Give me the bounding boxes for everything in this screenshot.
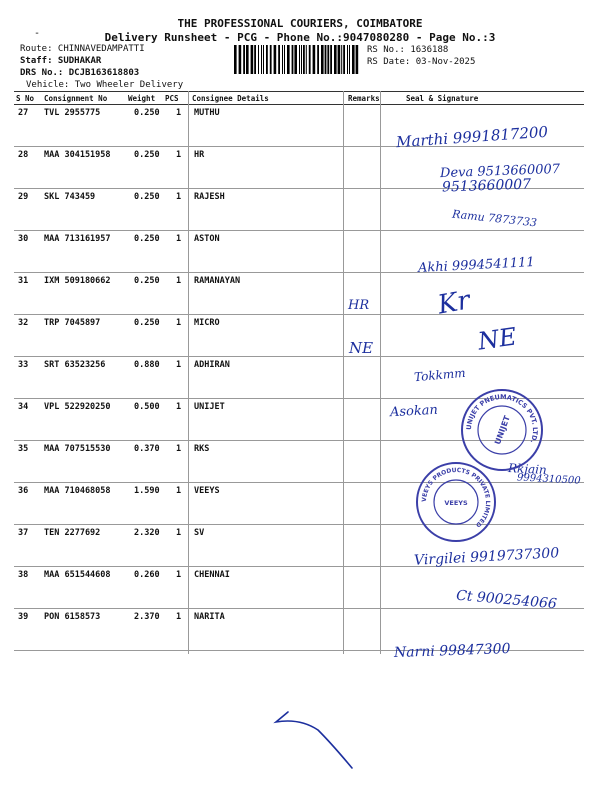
header-top-rule [14,91,584,92]
col-consignee-header: Consignee Details [192,94,269,103]
row-weight: 0.500 [134,402,160,412]
row-consignee: MUTHU [194,108,220,118]
row-sno: 31 [18,276,29,286]
signature: 9994310500 [516,472,581,487]
table-row [14,482,584,525]
row-sno: 38 [18,570,29,580]
col-sno-header: S No [16,94,35,103]
vehicle-text: Vehicle: Two Wheeler Delivery [26,80,184,90]
row-pcs: 1 [176,318,182,328]
row-weight: 0.250 [134,108,160,118]
row-consignee: MICRO [194,318,220,328]
row-consignment: SRT 63523256 [44,360,106,370]
col-consignment-header: Consignment No [44,94,108,103]
runsheet-subtitle: Delivery Runsheet - PCG - Phone No.:9047080280 - Page No.:3 [104,31,496,44]
veeys-stamp [414,460,498,544]
row-consignee: RKS [194,444,210,454]
signature: Ramu 7873733 [451,207,538,230]
company-title: THE PROFESSIONAL COURIERS, COIMBATORE [177,17,423,30]
col-weight-header: Weight [128,94,156,103]
remark-mark: NE [349,339,374,357]
row-consignee: UNIJET [194,402,225,412]
row-pcs: 1 [176,192,182,202]
row-weight: 1.590 [134,486,160,496]
signature: Tokkmm [413,365,467,385]
header-dash: - [34,28,41,39]
row-weight: 2.320 [134,528,160,538]
row-weight: 0.250 [134,234,160,244]
row-pcs: 1 [176,276,182,286]
row-weight: 0.250 [134,276,160,286]
row-pcs: 1 [176,108,182,118]
unijet-stamp-center: UNIJET [493,414,512,446]
veeys-stamp-center: VEEYS [444,499,468,507]
row-sno: 28 [18,150,29,160]
row-consignment: SKL 743459 [44,192,96,202]
row-consignment: MAA 707515530 [44,444,111,454]
remark-mark: HR [348,298,370,313]
col-remarks-header: Remarks [348,94,380,103]
svg-text:VEEYS PRODUCTS PRIVATE LIMITED [421,467,491,529]
row-consignee: HR [194,150,205,160]
row-pcs: 1 [176,234,182,244]
rs-number: RS No.: 1636188 [367,45,449,55]
signature: 9513660007 [441,176,532,196]
row-pcs: 1 [176,528,182,538]
row-pcs: 1 [176,486,182,496]
row-weight: 2.370 [134,612,160,622]
row-weight: 0.260 [134,570,160,580]
signature: Rkjain [507,460,548,478]
row-sno: 37 [18,528,29,538]
barcode [233,45,362,74]
row-sno: 36 [18,486,29,496]
signature: Akhi 9994541111 [417,254,535,277]
row-sno: 30 [18,234,29,244]
row-sno: 33 [18,360,29,370]
row-sno: 32 [18,318,29,328]
signature: Ct 900254066 [455,587,558,613]
row-consignee: CHENNAI [194,570,230,580]
row-consignment: MAA 304151958 [44,150,111,160]
row-pcs: 1 [176,402,182,412]
row-consignee: SV [194,528,205,538]
row-consignee: RAMANAYAN [194,276,241,286]
veeys-stamp-text: VEEYS PRODUCTS PRIVATE LIMITED [420,466,492,529]
row-consignee: RAJESH [194,192,225,202]
row-consignment: TEN 2277692 [44,528,101,538]
row-consignment: MAA 651544608 [44,570,111,580]
col-seal-header: Seal & Signature [406,94,479,103]
row-consignment: IXM 509180662 [44,276,111,286]
signature: Marthi 9991817200 [395,122,549,152]
unijet-stamp-text: UNIJET PNEUMATICS PVT. LTD. [464,392,540,445]
staff-text: Staff: SUDHAKAR [20,56,102,66]
row-pcs: 1 [176,150,182,160]
row-weight: 0.250 [134,192,160,202]
row-pcs: 1 [176,444,182,454]
row-pcs: 1 [176,360,182,370]
signature: NE [476,322,519,356]
row-weight: 0.880 [134,360,160,370]
row-consignment: TRP 7045897 [44,318,101,328]
signature: Virgilei 9919737300 [413,545,560,569]
row-weight: 0.250 [134,150,160,160]
row-sno: 34 [18,402,29,412]
row-sno: 39 [18,612,29,622]
signature: Deva 9513660007 [439,161,561,182]
row-consignee: ADHIRAN [194,360,230,370]
route-text: Route: CHINNAVEDAMPATTI [20,44,145,54]
row-consignment: VPL 522920250 [44,402,111,412]
col-pcs-header: PCS [165,94,179,103]
row-weight: 0.250 [134,318,160,328]
row-weight: 0.370 [134,444,160,454]
row-pcs: 1 [176,612,182,622]
signature: Asokan [389,402,439,421]
row-consignee: NARITA [194,612,225,622]
signature: Kr [435,285,473,321]
scribble-mark [270,700,360,780]
rs-date: RS Date: 03-Nov-2025 [367,57,476,67]
row-consignment: MAA 713161957 [44,234,111,244]
row-sno: 29 [18,192,29,202]
row-consignee: ASTON [194,234,220,244]
row-sno: 35 [18,444,29,454]
row-sno: 27 [18,108,29,118]
table-row [14,272,584,315]
row-pcs: 1 [176,570,182,580]
drs-number: DRS No.: DCJB163618803 [20,68,140,78]
row-consignee: VEEYS [194,486,220,496]
row-consignment: TVL 2955775 [44,108,101,118]
signature: Narni 99847300 [393,640,511,662]
row-consignment: PON 6158573 [44,612,101,622]
row-consignment: MAA 710468058 [44,486,111,496]
